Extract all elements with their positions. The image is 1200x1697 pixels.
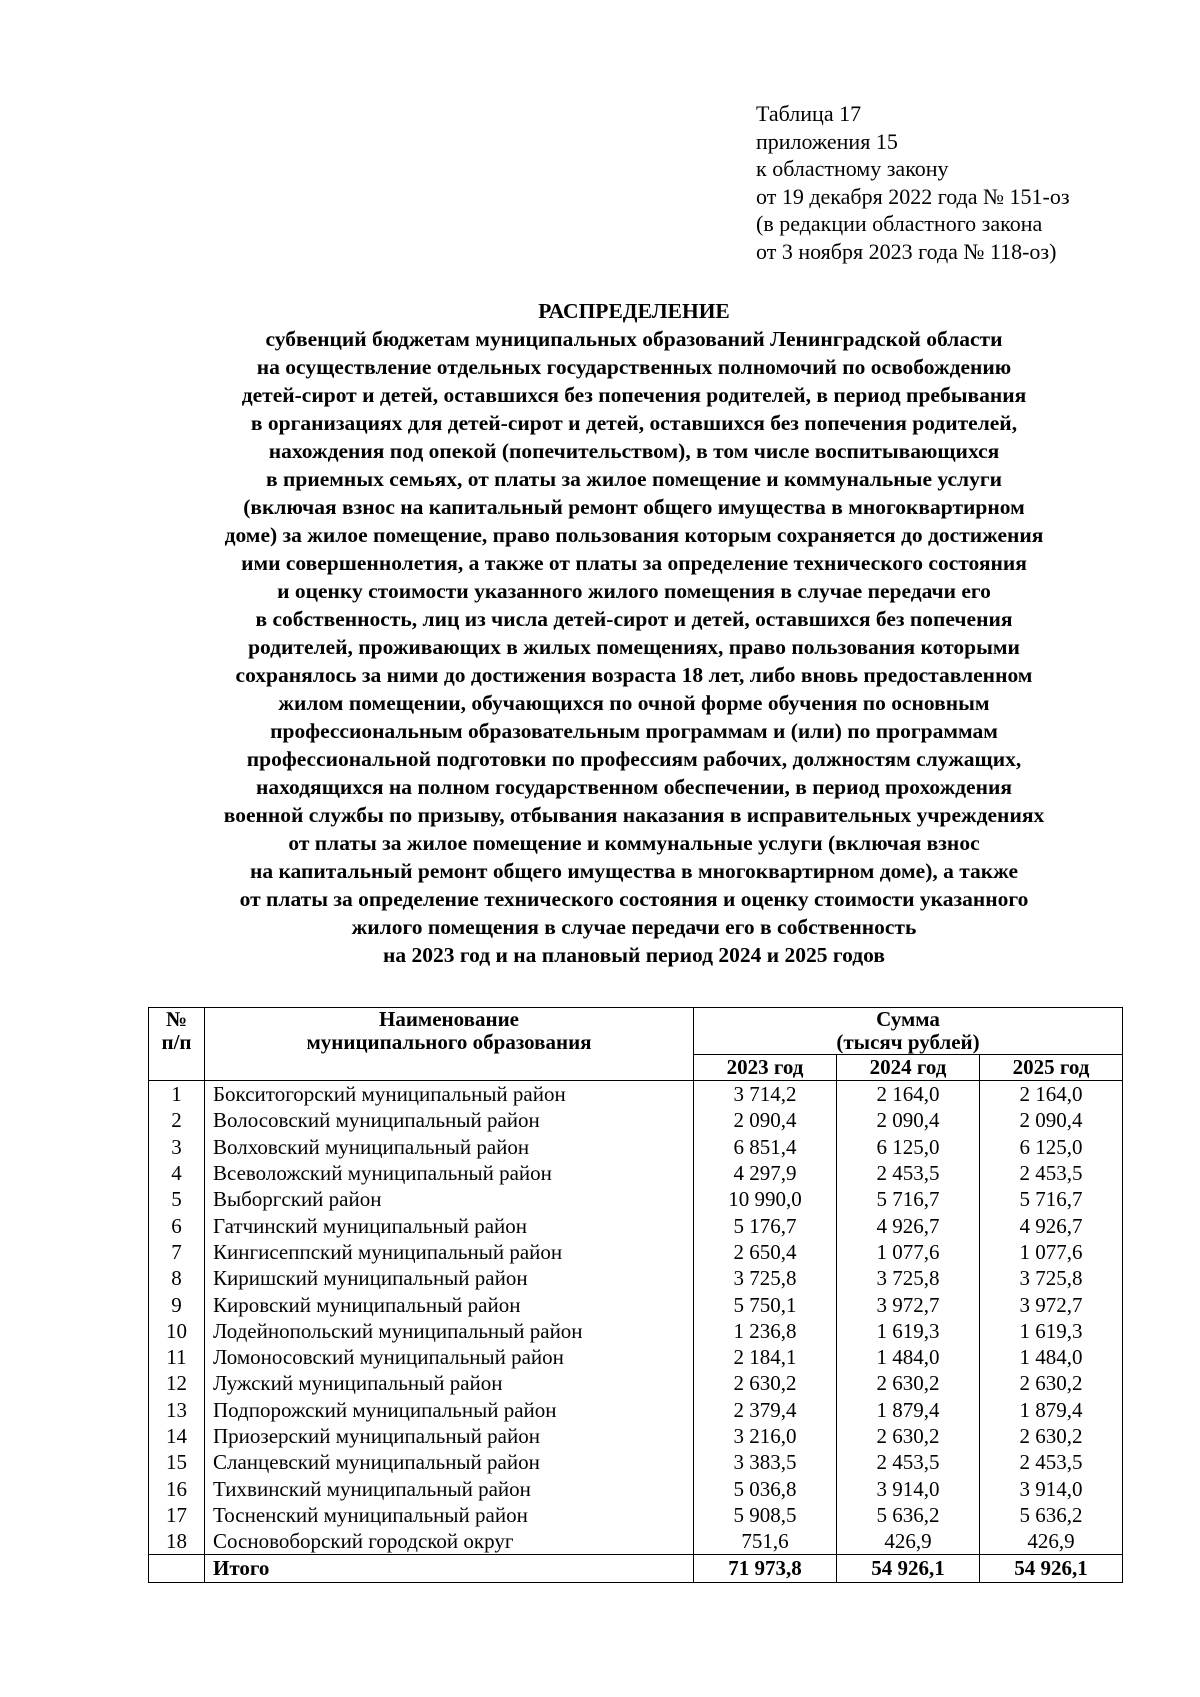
table-row	[149, 1265, 1123, 1291]
table-row	[149, 1423, 1123, 1449]
row-number: 11	[149, 1344, 205, 1370]
table-row	[149, 1186, 1123, 1212]
row-number: 18	[149, 1528, 205, 1555]
title-line: профессиональным образовательным программам и (или) по программам	[270, 719, 998, 743]
header-name: Наименование муниципального образования	[205, 1008, 694, 1081]
amount-2023: 4 297,9	[694, 1160, 837, 1186]
title-line: в собственность, лиц из числа детей-сирот и детей, оставшихся без попечения	[255, 607, 1013, 631]
row-number: 9	[149, 1291, 205, 1317]
amount-2024: 2 630,2	[837, 1423, 980, 1449]
appendix-line: (в редакции областного закона	[756, 211, 1043, 236]
municipality-name: Волховский муниципальный район	[205, 1134, 694, 1160]
amount-2023: 2 184,1	[694, 1344, 837, 1370]
amount-2024: 2 090,4	[837, 1107, 980, 1133]
appendix-line: от 19 декабря 2022 года № 151-оз	[756, 183, 1070, 209]
table-row	[149, 1475, 1123, 1501]
row-number: 2	[149, 1107, 205, 1133]
title-line: сохранялось за ними до достижения возраста 18 лет, либо вновь предоставленном	[235, 663, 1033, 687]
amount-2024: 1 879,4	[837, 1397, 980, 1423]
row-number: 4	[149, 1160, 205, 1186]
row-number: 6	[149, 1212, 205, 1238]
amount-2023: 3 725,8	[694, 1265, 837, 1291]
amount-2025: 2 164,0	[980, 1081, 1123, 1108]
title-line: родителей, проживающих в жилых помещениях, право пользования которыми	[248, 635, 1020, 659]
amount-2024: 1 077,6	[837, 1239, 980, 1265]
amount-2025: 6 125,0	[980, 1134, 1123, 1160]
municipality-name: Ломоносовский муниципальный район	[205, 1344, 694, 1370]
total-2025: 54 926,1	[980, 1555, 1123, 1583]
municipality-name: Всеволожский муниципальный район	[205, 1160, 694, 1186]
header-year-2023: 2023 год	[694, 1055, 837, 1081]
title-line: и оценку стоимости указанного жилого помещения в случае передачи его	[277, 579, 991, 603]
amount-2023: 2 090,4	[694, 1107, 837, 1133]
municipality-name: Волосовский муниципальный район	[205, 1107, 694, 1133]
amount-2024: 5 636,2	[837, 1502, 980, 1528]
row-number: 3	[149, 1134, 205, 1160]
municipality-name: Приозерский муниципальный район	[205, 1423, 694, 1449]
document-title	[150, 297, 1118, 969]
title-line: доме) за жилое помещение, право пользования которым сохраняется до достижения	[224, 523, 1044, 547]
table-row	[149, 1212, 1123, 1238]
amount-2025: 2 453,5	[980, 1160, 1123, 1186]
total-2024: 54 926,1	[837, 1555, 980, 1583]
amount-2023: 5 176,7	[694, 1212, 837, 1238]
amount-2025: 2 090,4	[980, 1107, 1123, 1133]
amount-2025: 4 926,7	[980, 1212, 1123, 1238]
title-line: на осуществление отдельных государственных полномочий по освобождению	[256, 355, 1012, 379]
table-row	[149, 1502, 1123, 1528]
header-sum: Сумма (тысяч рублей)	[694, 1008, 1123, 1055]
amount-2024: 1 484,0	[837, 1344, 980, 1370]
title-heading: РАСПРЕДЕЛЕНИЕ	[538, 299, 730, 323]
amount-2024: 6 125,0	[837, 1134, 980, 1160]
amount-2024: 2 453,5	[837, 1449, 980, 1475]
amount-2025: 1 484,0	[980, 1344, 1123, 1370]
amount-2023: 2 650,4	[694, 1239, 837, 1265]
amount-2023: 10 990,0	[694, 1186, 837, 1212]
title-line: военной службы по призыву, отбывания наказания в исправительных учреждениях	[223, 803, 1045, 827]
row-number: 5	[149, 1186, 205, 1212]
table-row	[149, 1318, 1123, 1344]
municipality-name: Подпорожский муниципальный район	[205, 1397, 694, 1423]
amount-2023: 2 379,4	[694, 1397, 837, 1423]
table-row	[149, 1344, 1123, 1370]
table-row	[149, 1160, 1123, 1186]
table-row	[149, 1397, 1123, 1423]
amount-2025: 2 630,2	[980, 1423, 1123, 1449]
amount-2025: 426,9	[980, 1528, 1123, 1555]
amount-2025: 5 716,7	[980, 1186, 1123, 1212]
subvention-table	[148, 1007, 1123, 1583]
amount-2024: 3 725,8	[837, 1265, 980, 1291]
table-row	[149, 1291, 1123, 1317]
municipality-name: Бокситогорский муниципальный район	[205, 1081, 694, 1108]
amount-2023: 3 714,2	[694, 1081, 837, 1108]
amount-2024: 4 926,7	[837, 1212, 980, 1238]
amount-2025: 2 453,5	[980, 1449, 1123, 1475]
title-line: детей-сирот и детей, оставшихся без попечения родителей, в период пребывания	[241, 383, 1027, 407]
amount-2024: 5 716,7	[837, 1186, 980, 1212]
table-row	[149, 1239, 1123, 1265]
row-number: 10	[149, 1318, 205, 1344]
total-2023: 71 973,8	[694, 1555, 837, 1583]
amount-2023: 2 630,2	[694, 1370, 837, 1396]
row-number: 8	[149, 1265, 205, 1291]
appendix-reference	[756, 100, 1070, 265]
amount-2024: 1 619,3	[837, 1318, 980, 1344]
amount-2024: 2 164,0	[837, 1081, 980, 1108]
row-number: 14	[149, 1423, 205, 1449]
table-row	[149, 1107, 1123, 1133]
amount-2025: 5 636,2	[980, 1502, 1123, 1528]
appendix-line: Таблица 17	[756, 101, 862, 126]
amount-2023: 6 851,4	[694, 1134, 837, 1160]
title-line: ими совершеннолетия, а также от платы за определение технического состояния	[241, 551, 1027, 575]
title-line: жилого помещения в случае передачи его в собственность	[351, 915, 917, 939]
amount-2023: 3 216,0	[694, 1423, 837, 1449]
title-line: на капитальный ремонт общего имущества в многоквартирном доме), а также	[249, 859, 1019, 883]
row-number: 16	[149, 1475, 205, 1501]
amount-2023: 751,6	[694, 1528, 837, 1555]
amount-2023: 1 236,8	[694, 1318, 837, 1344]
appendix-line: от 3 ноября 2023 года № 118-оз)	[756, 238, 1057, 264]
municipality-name: Кировский муниципальный район	[205, 1291, 694, 1317]
amount-2023: 5 036,8	[694, 1475, 837, 1501]
table-row	[149, 1370, 1123, 1396]
header-year-2024: 2024 год	[837, 1055, 980, 1081]
row-number: 7	[149, 1239, 205, 1265]
municipality-name: Сосновоборский городской округ	[205, 1528, 694, 1555]
title-line: на 2023 год и на плановый период 2024 и 2025 годов	[383, 943, 885, 967]
amount-2024: 2 453,5	[837, 1160, 980, 1186]
amount-2025: 1 077,6	[980, 1239, 1123, 1265]
title-line: (включая взнос на капитальный ремонт общего имущества в многоквартирном	[243, 495, 1025, 519]
table-row	[149, 1528, 1123, 1555]
title-line: субвенций бюджетам муниципальных образований Ленинградской области	[265, 327, 1003, 351]
row-number: 12	[149, 1370, 205, 1396]
title-line: в организациях для детей-сирот и детей, оставшихся без попечения родителей,	[250, 411, 1018, 435]
table-row	[149, 1449, 1123, 1475]
header-number: № п/п	[149, 1008, 205, 1081]
title-line: от платы за определение технического состояния и оценку стоимости указанного	[239, 887, 1029, 911]
table-row	[149, 1134, 1123, 1160]
municipality-name: Лужский муниципальный район	[205, 1370, 694, 1396]
title-line: от платы за жилое помещение и коммунальные услуги (включая взнос	[288, 831, 980, 855]
total-label: Итого	[205, 1555, 694, 1583]
amount-2025: 3 972,7	[980, 1291, 1123, 1317]
amount-2023: 5 908,5	[694, 1502, 837, 1528]
amount-2024: 3 972,7	[837, 1291, 980, 1317]
municipality-name: Тихвинский муниципальный район	[205, 1475, 694, 1501]
total-row	[149, 1555, 1123, 1583]
amount-2025: 1 879,4	[980, 1397, 1123, 1423]
amount-2025: 2 630,2	[980, 1370, 1123, 1396]
municipality-name: Сланцевский муниципальный район	[205, 1449, 694, 1475]
title-line: нахождения под опекой (попечительством), в том числе воспитывающихся	[268, 439, 1000, 463]
amount-2024: 3 914,0	[837, 1475, 980, 1501]
appendix-line: приложения 15	[756, 128, 898, 154]
amount-2024: 426,9	[837, 1528, 980, 1555]
row-number: 1	[149, 1081, 205, 1108]
title-line: находящихся на полном государственном обеспечении, в период прохождения	[255, 775, 1013, 799]
municipality-name: Выборгский район	[205, 1186, 694, 1212]
municipality-name: Киришский муниципальный район	[205, 1265, 694, 1291]
amount-2023: 5 750,1	[694, 1291, 837, 1317]
amount-2024: 2 630,2	[837, 1370, 980, 1396]
title-line: жилом помещении, обучающихся по очной форме обучения по основным	[278, 691, 990, 715]
amount-2025: 1 619,3	[980, 1318, 1123, 1344]
row-number: 15	[149, 1449, 205, 1475]
amount-2025: 3 914,0	[980, 1475, 1123, 1501]
municipality-name: Кингисеппский муниципальный район	[205, 1239, 694, 1265]
appendix-line: к областному закону	[756, 156, 949, 181]
municipality-name: Гатчинский муниципальный район	[205, 1212, 694, 1238]
title-line: в приемных семьях, от платы за жилое помещение и коммунальные услуги	[266, 467, 1002, 491]
title-line: профессиональной подготовки по профессиям рабочих, должностям служащих,	[246, 747, 1022, 771]
table-row	[149, 1081, 1123, 1108]
header-year-2025: 2025 год	[980, 1055, 1123, 1081]
municipality-name: Лодейнопольский муниципальный район	[205, 1318, 694, 1344]
total-number-cell	[149, 1555, 205, 1583]
amount-2023: 3 383,5	[694, 1449, 837, 1475]
row-number: 17	[149, 1502, 205, 1528]
row-number: 13	[149, 1397, 205, 1423]
amount-2025: 3 725,8	[980, 1265, 1123, 1291]
municipality-name: Тосненский муниципальный район	[205, 1502, 694, 1528]
